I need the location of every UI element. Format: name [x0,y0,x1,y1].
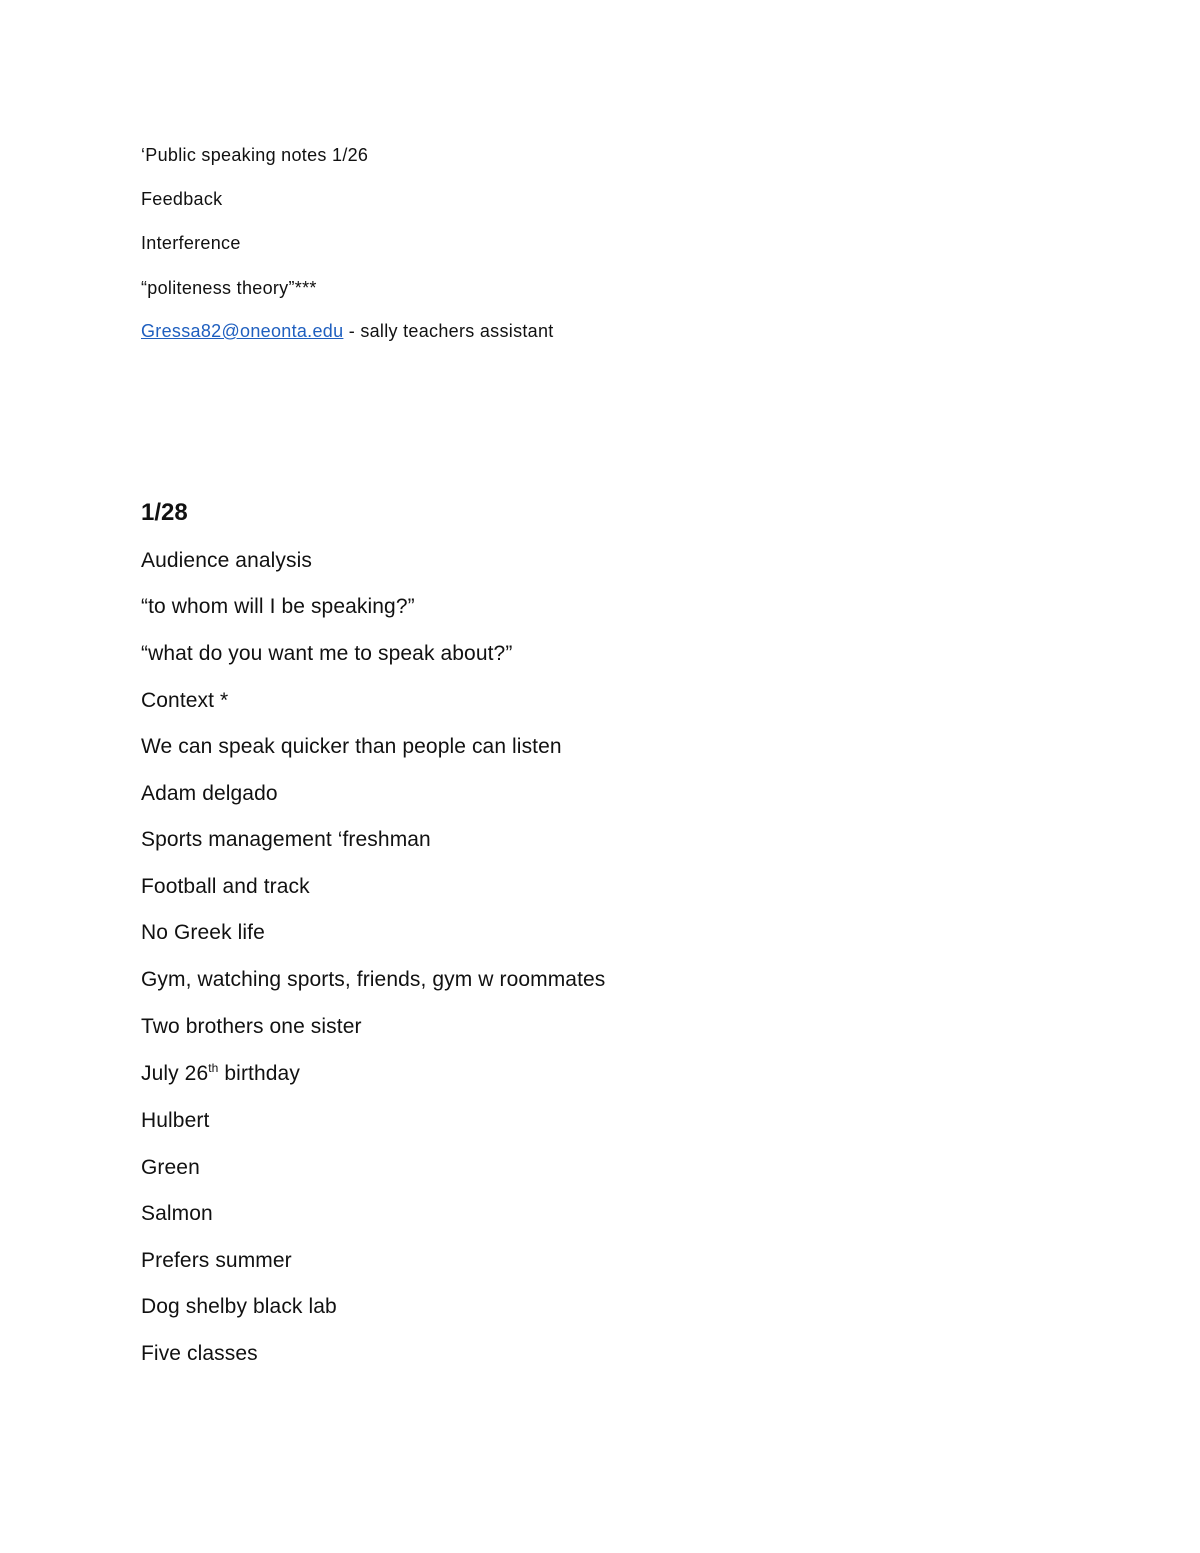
birthday-prefix: July 26 [141,1062,209,1085]
note-line: Gym, watching sports, friends, gym w roommates [141,968,606,991]
note-line: Prefers summer [141,1249,292,1272]
birthday-suffix: birthday [218,1062,300,1085]
note-line-birthday [141,1062,300,1086]
note-line: “what do you want me to speak about?” [141,642,513,665]
note-line: Green [141,1156,200,1179]
note-line-email [141,321,554,342]
note-line: Dog shelby black lab [141,1295,337,1318]
note-line: No Greek life [141,921,265,944]
note-line: Salmon [141,1202,213,1225]
note-line: Sports management ‘freshman [141,828,431,851]
email-link[interactable]: Gressa82@oneonta.edu [141,321,344,341]
birthday-superscript: th [208,1061,219,1075]
note-line-interference: Interference [141,233,241,253]
note-line: Adam delgado [141,782,278,805]
note-line: We can speak quicker than people can listen [141,735,562,758]
note-line: Two brothers one sister [141,1015,362,1038]
note-line: Context * [141,689,229,712]
note-line-politeness: “politeness theory”*** [141,278,317,298]
note-line-feedback: Feedback [141,189,223,209]
date-heading: 1/28 [141,499,188,526]
note-line: Five classes [141,1342,258,1365]
note-line: Audience analysis [141,549,312,572]
email-note: - sally teachers assistant [343,321,554,341]
notes-title: ‘Public speaking notes 1/26 [141,145,369,165]
note-line: “to whom will I be speaking?” [141,595,415,618]
note-line: Football and track [141,875,310,898]
note-line: Hulbert [141,1109,210,1132]
